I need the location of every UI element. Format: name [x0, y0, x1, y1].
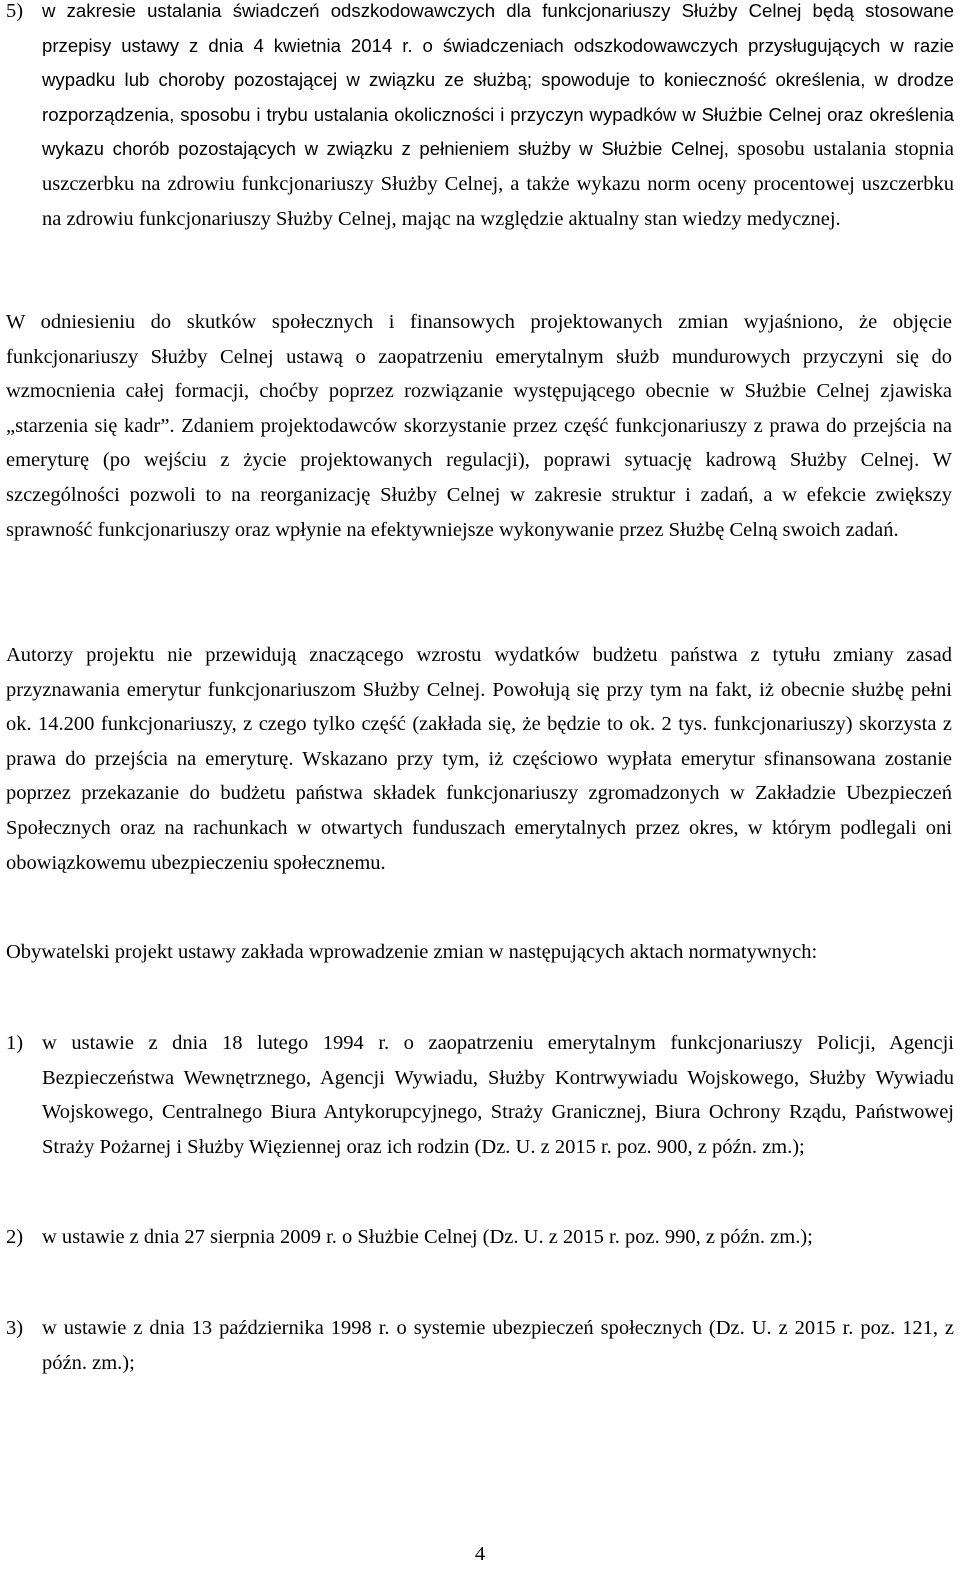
list-item-text-sans-part: w zakresie ustalania świadczeń odszkodowawczych dla funkcjonariuszy Służby Celnej będą stosowane przepisy ustawy z dnia 4 kwietnia 2014 r. o świadczeniach odszkodowawczych przysługujących w razie wypadku lub choroby pozostającej w związku ze służbą; spowoduje to konieczność określenia, w drodze rozporządzenia, sposobu i trybu ustalania okoliczności i przyczyn wypadków w Służbie Celnej oraz określenia wykazu chorób pozostających w związku z pełnieniem służby w Służbie Celnej, — [42, 0, 954, 160]
act-item-3 — [6, 1311, 954, 1380]
list-item-text — [42, 0, 954, 236]
page-number: 4 — [474, 1543, 486, 1565]
list-item-number: 5) — [6, 0, 24, 22]
act-item-text: w ustawie z dnia 13 października 1998 r. o systemie ubezpieczeń społecznych (Dz. U. z 2015 r. poz. 121, z późn. zm.); — [42, 1317, 954, 1374]
act-item-2 — [6, 1220, 954, 1255]
act-item-number: 2) — [6, 1226, 24, 1248]
paragraph-social-financial-effects: W odniesieniu do skutków społecznych i finansowych projektowanych zmian wyjaśniono, że objęcie funkcjonariuszy Służby Celnej ustawą o zaopatrzeniu emerytalnym służb mundurowych przyczyni się do wzmocnienia całej formacji, choćby poprzez rozwiązanie występującego obecnie w Służbie Celnej zjawiska „starzenia się kadr”. Zdaniem projektodawców skorzystanie przez część funkcjonariuszy z prawa do przejścia na emeryturę (po wejściu z życie projektowanych regulacji), poprawi sytuację kadrową Służby Celnej. W szczególności pozwoli to na reorganizację Służby Celnej w zakresie struktur i zadań, a w efekcie zwiększy sprawność funkcjonariuszy oraz wpłynie na efektywniejsze wykonywanie przez Służbę Celną swoich zadań. — [6, 311, 952, 541]
act-item-text: w ustawie z dnia 27 sierpnia 2009 r. o Służbie Celnej (Dz. U. z 2015 r. poz. 990, z późn. zm.); — [42, 1226, 813, 1248]
act-item-number: 3) — [6, 1317, 24, 1339]
act-item-number: 1) — [6, 1032, 24, 1054]
act-item-text: w ustawie z dnia 18 lutego 1994 r. o zaopatrzeniu emerytalnym funkcjonariuszy Policji, Agencji Bezpieczeństwa Wewnętrznego, Agencji Wywiadu, Służby Kontrwywiadu Wojskowego, Służby Wywiadu Wojskowego, Centralnego Biura Antykorupcyjnego, Straży Granicznej, Biura Ochrony Rządu, Państwowej Straży Pożarnej i Służby Więziennej oraz ich rodzin (Dz. U. z 2015 r. poz. 900, z późn. zm.); — [42, 1032, 954, 1158]
paragraph-budget-impact: Autorzy projektu nie przewidują znaczącego wzrostu wydatków budżetu państwa z tytułu zmiany zasad przyznawania emerytur funkcjonariuszom Służby Celnej. Powołują się przy tym na fakt, iż obecnie służbę pełni ok. 14.200 funkcjonariuszy, z czego tylko część (zakłada się, że będzie to ok. 2 tys. funkcjonariuszy) skorzysta z prawa do przejścia na emeryturę. Wskazano przy tym, iż częściowo wypłata emerytur sfinansowana zostanie poprzez przekazanie do budżetu państwa składek funkcjonariuszy zgromadzonych w Zakładzie Ubezpieczeń Społecznych oraz na rachunkach w otwartych funduszach emerytalnych przez okres, w którym podlegali oni obowiązkowemu ubezpieczeniu społecznemu. — [6, 644, 952, 874]
list-item-5 — [6, 0, 954, 236]
paragraph-acts-intro: Obywatelski projekt ustawy zakłada wprowadzenie zmian w następujących aktach normatywnych: — [6, 941, 818, 963]
act-item-1 — [6, 1026, 954, 1164]
list-item-text-serif-part: sposobu ustalania stopnia uszczerbku na zdrowiu funkcjonariuszy Służby Celnej, a także wykazu norm oceny procentowej uszczerbku na zdrowiu funkcjonariuszy Służby Celnej, mając na względzie aktualny stan wiedzy medycznej. — [42, 138, 954, 230]
